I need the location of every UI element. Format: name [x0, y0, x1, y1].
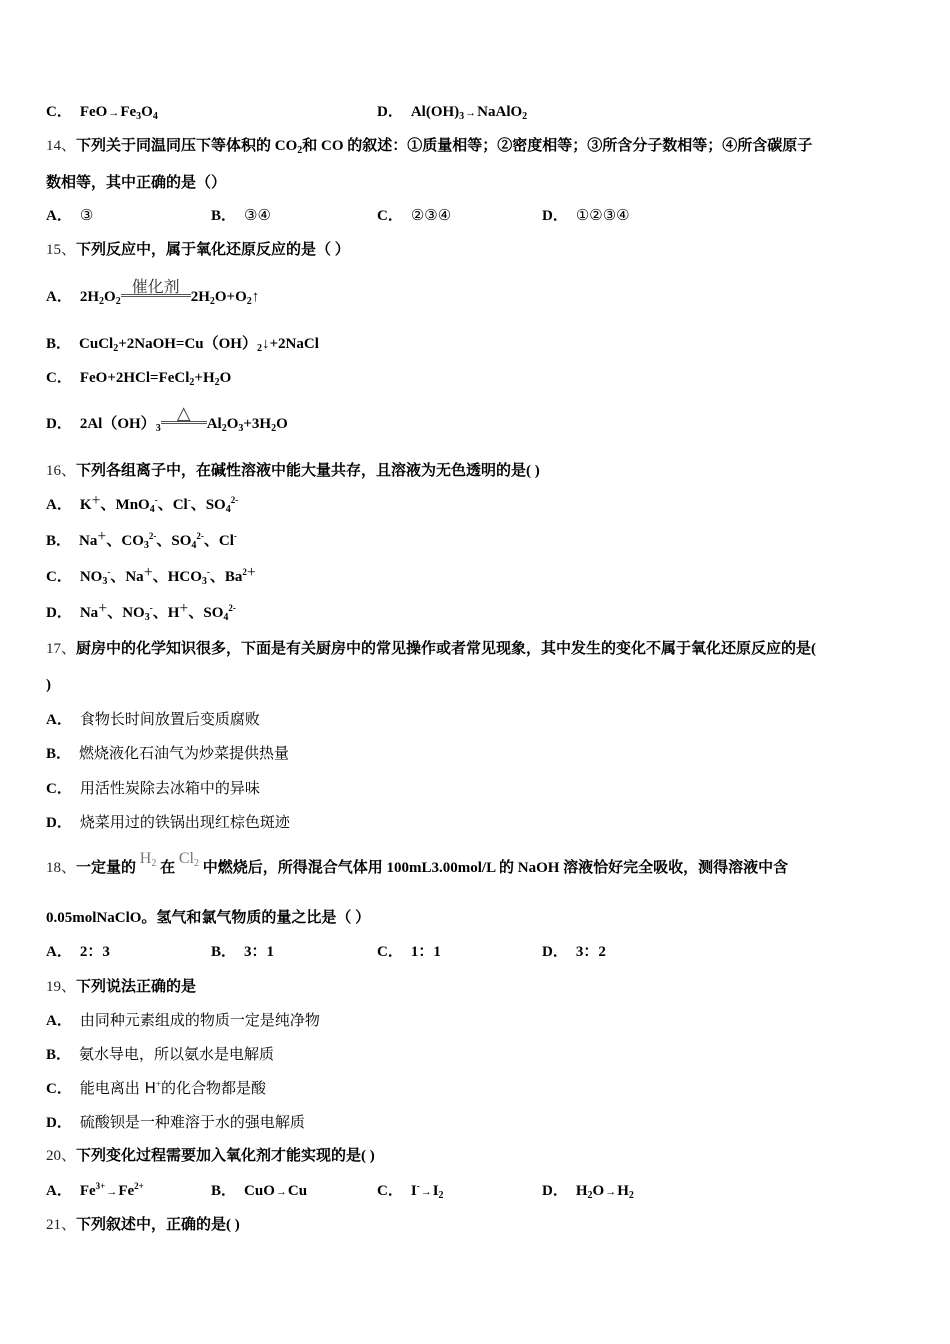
q16-option-b: B． Na＋、$CO_3^{2-}$、$SO_4^{2-}$、Cl- — [46, 531, 237, 551]
q17-option-d: D． 烧菜用过的铁锅出现红棕色斑迹 — [46, 813, 290, 831]
q14-option-a: A． ③ — [46, 208, 94, 224]
q16-option-c: C． $NO_3^-$、Na＋、$HCO_3^-$、$Ba^{2+}$ — [46, 567, 256, 587]
q15-option-c: C． $FeO+2HCl=FeCl_2+H_2O$ — [46, 370, 232, 388]
q18-option-d: D． 3：2 — [542, 944, 606, 960]
cl2-formula: $Cl_2$ — [178, 850, 199, 869]
q14-option-c: C． ②③④ — [377, 208, 452, 224]
q17-stem-line1: 17、厨房中的化学知识很多，下面是有关厨房中的常见操作或者常见现象，其中发生的变化不属于氧化还原反应的是( — [46, 641, 817, 657]
q16-stem: 16、下列各组离子中，在碱性溶液中能大量共存，且溶液为无色透明的是( ) — [46, 463, 540, 479]
q13-option-c: C． $FeO\to Fe_3O_4$ — [46, 104, 158, 122]
q14-stem-line2: 数相等，其中正确的是（） — [46, 175, 227, 191]
catalyst-condition-arrow: 催化剂 — [121, 287, 191, 307]
q17-option-a: A． 食物长时间放置后变质腐败 — [46, 710, 260, 728]
q14-option-d: D． ①②③④ — [542, 208, 630, 224]
q20-option-c: C． $I^-\to I_2$ — [377, 1181, 444, 1201]
heat-condition-arrow: △ — [161, 414, 207, 434]
q18-stem-line2: 0.05molNaClO。氢气和氯气物质的量之比是（ ） — [46, 910, 371, 926]
q19-option-c: C． 能电离出 H+的化合物都是酸 — [46, 1079, 266, 1097]
h2-formula: $H_2$ — [139, 850, 157, 869]
q17-option-b: B． 燃烧液化石油气为炒菜提供热量 — [46, 744, 290, 762]
q17-option-c: C． 用活性炭除去冰箱中的异味 — [46, 779, 260, 797]
q15-option-d: D． $2Al(OH)_3$ △ $Al_2O_3+3H_2O$ — [46, 403, 288, 434]
q19-option-b: B． 氨水导电，所以氨水是电解质 — [46, 1045, 275, 1063]
q20-stem: 20、下列变化过程需要加入氧化剂才能实现的是( ) — [46, 1148, 375, 1164]
q20-option-b: B． CuO→Cu — [211, 1183, 308, 1199]
q21-stem: 21、下列叙述中，正确的是( ) — [46, 1217, 240, 1233]
q20-option-d: D． $H_2O\to H_2$ — [542, 1183, 634, 1201]
q18-stem-line1: 18、一定量的 $H_2$ 在 $Cl_2$ 中燃烧后，所得混合气体用 100mL3.00mol/L 的 NaOH 溶液恰好完全吸收，测得溶液中含 — [46, 850, 789, 876]
q16-option-d: D． Na＋、$NO_3^-$、H＋、$SO_4^{2-}$ — [46, 603, 236, 623]
q15-stem: 15、下列反应中，属于氧化还原反应的是（ ） — [46, 242, 350, 258]
q19-stem: 19、下列说法正确的是 — [46, 979, 197, 995]
q18-option-c: C． 1：1 — [377, 944, 441, 960]
q19-option-d: D． 硫酸钡是一种难溶于水的强电解质 — [46, 1113, 305, 1131]
q20-option-a: A． $Fe^{3+}\to Fe^{2+}$ — [46, 1181, 144, 1199]
q16-option-a: A． K＋、MnO$_4$-、Cl-、$SO_4^{2-}$ — [46, 495, 239, 515]
q17-stem-line2: ) — [46, 677, 51, 693]
q14-stem-line1: 14、下列关于同温同压下等体积的 $CO_2$和 CO 的叙述：①质量相等；②密度相等；③所含分子数相等；④所含碳原子 — [46, 138, 813, 156]
q15-option-b: B． $CuCl_2+2NaOH=Cu(OH)_2↓+2NaCl$ — [46, 336, 319, 354]
q19-option-a: A． 由同种元素组成的物质一定是纯净物 — [46, 1011, 320, 1029]
q13-option-d: D． $Al(OH)_3\to NaAlO_2$ — [377, 104, 528, 122]
q18-option-a: A． 2：3 — [46, 944, 110, 960]
q18-option-b: B． 3：1 — [211, 944, 275, 960]
q14-option-b: B． ③④ — [211, 208, 271, 224]
q15-option-a: A． $2H_2O_2$ 催化剂 $2H_2O+O_2↑$ — [46, 277, 260, 307]
